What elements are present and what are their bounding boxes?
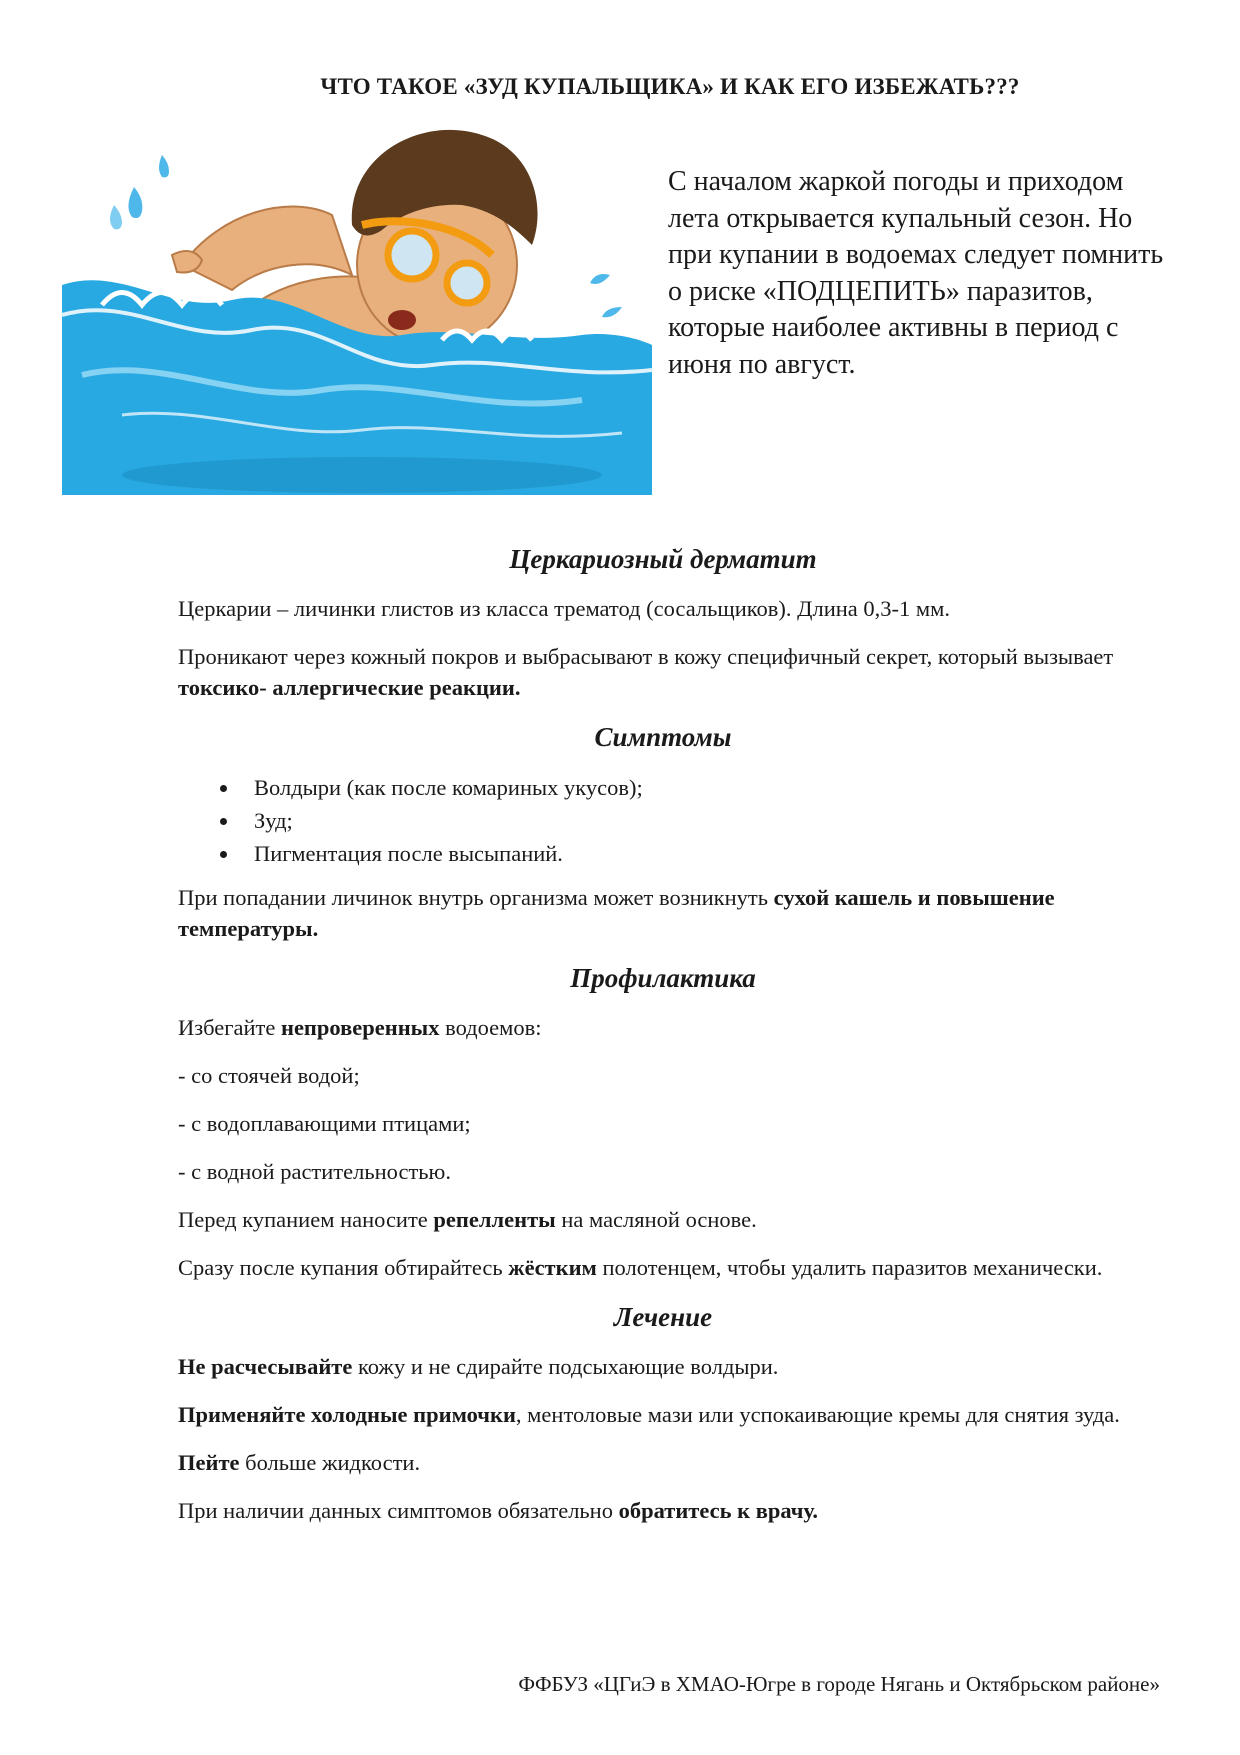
water-drop-icon — [110, 205, 122, 229]
list-item: Зуд; — [178, 804, 1138, 837]
treatment-doctor: При наличии данных симптомов обязательно обратитесь к врачу. — [178, 1498, 819, 1523]
treatment-compress: Применяйте холодные примочки, ментоловые мази или успокаивающие кремы для снятия зуда. — [178, 1402, 1120, 1427]
water-drop-icon — [602, 307, 622, 317]
list-item: Пигментация после высыпаний. — [178, 837, 1138, 870]
list-item: - со стоячей водой; — [178, 1063, 360, 1088]
swimming-boy-illustration — [62, 115, 652, 495]
water-drop-icon — [128, 187, 142, 218]
heading-prevention: Профилактика — [570, 963, 756, 993]
dermatitis-definition: Церкарии – личинки глистов из класса трематод (сосальщиков). Длина 0,3-1 мм. — [178, 596, 950, 621]
goggles-icon — [388, 231, 436, 279]
list-item: - с водоплавающими птицами; — [178, 1111, 471, 1136]
water-drop-icon — [590, 274, 610, 284]
symptoms-note: При попадании личинок внутрь организма может возникнуть сухой кашель и повышение температуры. — [178, 885, 1055, 941]
prevention-repellent: Перед купанием наносите репелленты на масляной основе. — [178, 1207, 757, 1232]
page-title: ЧТО ТАКОЕ «ЗУД КУПАЛЬЩИКА» И КАК ЕГО ИЗБЕЖАТЬ??? — [320, 74, 1020, 99]
main-content — [178, 542, 1138, 1543]
footer-organization: ФФБУЗ «ЦГиЭ в ХМАО-Югре в городе Нягань и Октябрьском районе» — [518, 1672, 1160, 1696]
treatment-no-scratch: Не расчесывайте кожу и не сдирайте подсыхающие волдыри. — [178, 1354, 779, 1379]
intro-text: С началом жаркой погоды и приходом лета открывается купальный сезон. Но при купании в водоемах следует помнить о риске «ПОДЦЕПИТЬ» паразитов, которые наиболее активны в период с июня по август. — [668, 166, 1164, 380]
list-item: - с водной растительностью. — [178, 1159, 451, 1184]
heading-symptoms: Симптомы — [594, 722, 732, 752]
heading-treatment: Лечение — [613, 1302, 713, 1332]
list-item: Волдыри (как после комариных укусов); — [178, 771, 1138, 804]
heading-dermatitis: Церкариозный дерматит — [509, 544, 817, 574]
prevention-towel: Сразу после купания обтирайтесь жёстким полотенцем, чтобы удалить паразитов механически. — [178, 1255, 1103, 1280]
dermatitis-mechanism: Проникают через кожный покров и выбрасывают в кожу специфичный секрет, который вызывает токсико- аллергические реакции. — [178, 644, 1114, 700]
mouth-shape — [388, 310, 416, 330]
water-drop-icon — [159, 155, 169, 177]
treatment-fluids: Пейте больше жидкости. — [178, 1450, 421, 1475]
symptoms-list — [178, 771, 1138, 870]
prevention-avoid: Избегайте непроверенных водоемов: — [178, 1015, 542, 1040]
